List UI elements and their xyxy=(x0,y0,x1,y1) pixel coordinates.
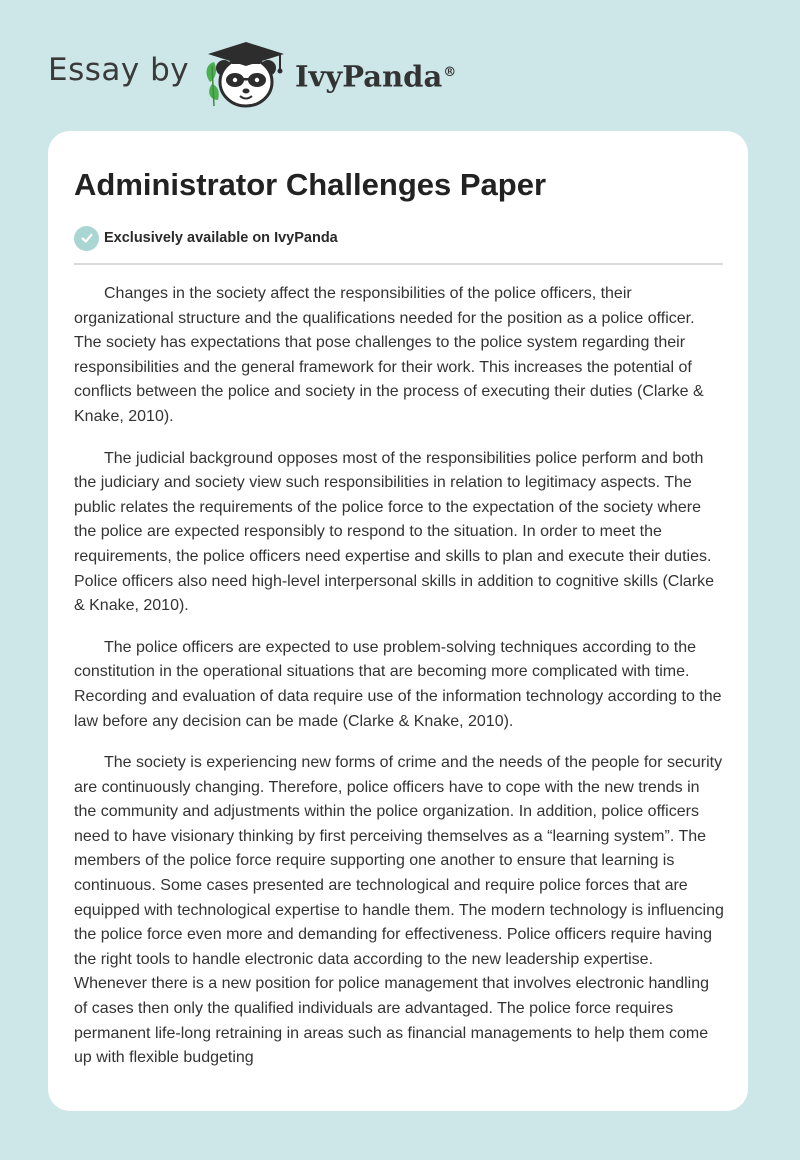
paragraph: The judicial background opposes most of the responsibilities police perform and both the judiciary and society view such responsibilities in relation to legitimacy aspects. The public relates the requirements of the police force to the expectation of the society where the police are expected responsibly to respond to the situation. In order to meet the requirements, the police officers need expertise and skills to plan and execute their duties. Police officers also need high-level interpersonal skills in addition to cognitive skills (Clarke & Knake, 2010). xyxy=(74,449,715,615)
paragraph: The society is experiencing new forms of crime and the needs of the people for security are continuously changing. Therefore, police officers have to cope with the new trends in the community and adjustments within the police organization. In addition, police officers need to have visionary thinking by first perceiving themselves as a “learning system”. The members of the police force require supporting one another to ensure that learning is continuous. Some cases presented are technological and require police forces that are equipped with technological expertise to handle them. The modern technology is influencing the police force even more and demanding for effectiveness. Police officers require having the right tools to handle electronic data according to the new leadership expertise. Whenever there is a new position for police management that involves electronic handling of cases then only the qualified individuals are advantaged. The police force requires permanent life-long retraining in areas such as financial managements to help them come up with flexible budgeting xyxy=(74,754,724,1067)
divider xyxy=(74,263,723,265)
paragraph: Changes in the society affect the responsibilities of the police officers, their organizational structure and the qualifications needed for the position as a police officer. The society has expectations that pose challenges to the police system regarding their responsibilities and the general framework for their work. This increases the potential of conflicts between the police and society in the process of executing their duties (Clarke & Knake, 2010). xyxy=(74,285,704,425)
brand-text: IvyPanda xyxy=(295,59,443,94)
document-card xyxy=(48,131,748,1111)
panda-graduate-icon[interactable] xyxy=(200,36,292,110)
paragraph: The police officers are expected to use problem-solving techniques according to the constitution in the operational situations that are becoming more complicated with time. Recording and evaluation of data require use of the information technology according to the law before any decision can be made (Clarke & Knake, 2010). xyxy=(74,638,722,730)
exclusive-badge xyxy=(74,225,722,251)
badge-text: Exclusively available on IvyPanda xyxy=(104,230,338,246)
essay-body xyxy=(74,282,726,1071)
essay-by-label: Essay by xyxy=(48,52,190,88)
site-header xyxy=(0,0,800,120)
registered-mark: ® xyxy=(443,65,457,80)
check-icon xyxy=(74,226,99,251)
page-title: Administrator Challenges Paper xyxy=(74,167,547,202)
brand-name[interactable] xyxy=(295,53,456,97)
